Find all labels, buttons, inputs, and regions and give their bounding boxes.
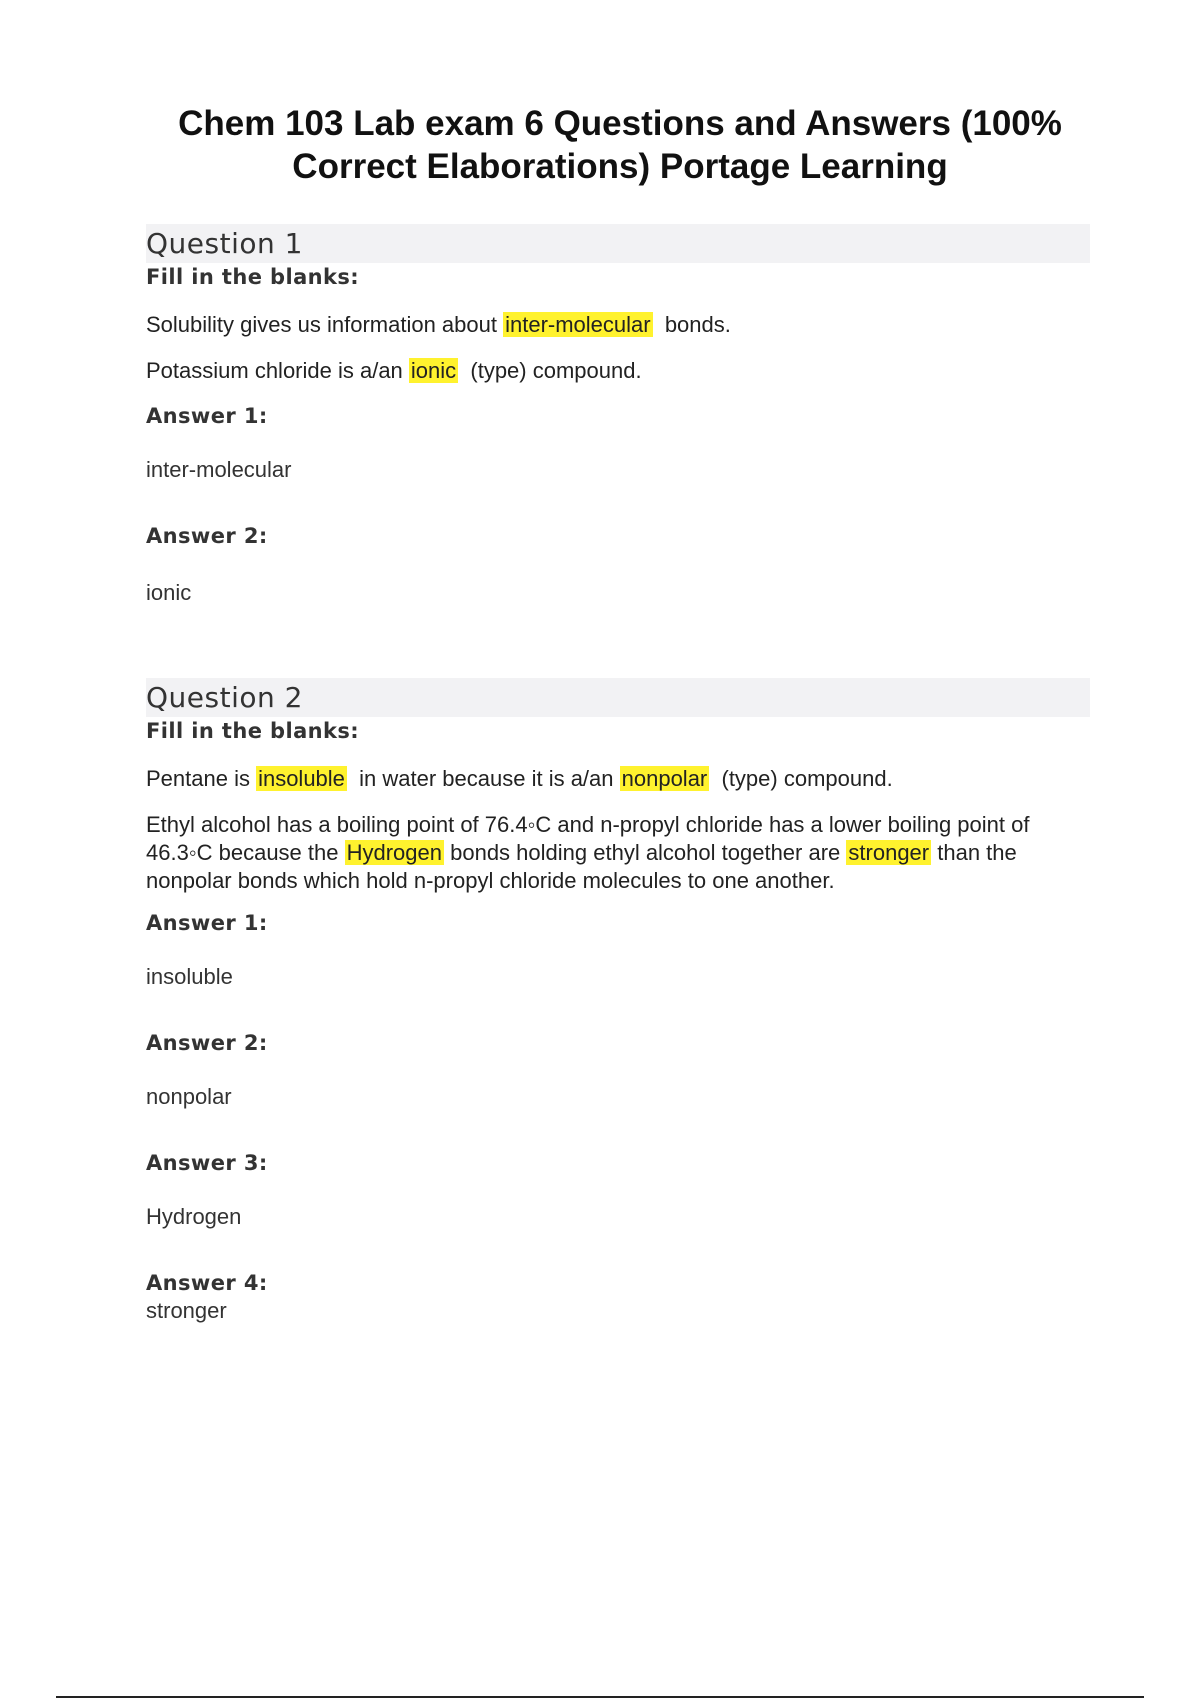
question-header: Question 2 (146, 678, 1090, 717)
sentence-text: (type) compound. (709, 766, 893, 791)
highlighted-blank: ionic (410, 358, 457, 383)
answer-value: inter-molecular (146, 457, 292, 482)
highlighted-blank: Hydrogen (346, 840, 442, 865)
answer-label: Answer 2: (146, 1031, 268, 1055)
sentence-text: Pentane is (146, 766, 257, 791)
sentence-text: (type) compound. (458, 358, 642, 383)
answer-value: insoluble (146, 964, 233, 989)
question-1 (146, 224, 1090, 607)
page-title (140, 102, 1100, 188)
sentence-text: Potassium chloride is a/an (146, 358, 409, 383)
sentence-text: Ethyl alcohol has a boiling point of 76.4◦C and n-propyl chloride has a lower boiling point of 46.3◦C because the (146, 812, 1030, 865)
answer-value: stronger (146, 1298, 227, 1323)
highlighted-blank: insoluble (258, 766, 345, 791)
footer-rule (56, 1696, 1144, 1698)
title-line-2: Correct Elaborations) Portage Learning (292, 147, 948, 186)
question-sentence (146, 311, 1090, 339)
answer-value: Hydrogen (146, 1204, 242, 1229)
answer-label: Answer 1: (146, 911, 268, 935)
question-sentence (146, 357, 1090, 385)
question-instruction: Fill in the blanks: (146, 265, 360, 289)
highlighted-blank: stronger (848, 840, 930, 865)
answer-label: Answer 1: (146, 404, 268, 428)
title-line-1: Chem 103 Lab exam 6 Questions and Answers (100% (178, 104, 1062, 143)
answer-label: Answer 4: (146, 1271, 268, 1295)
question-instruction: Fill in the blanks: (146, 719, 360, 743)
answer-label: Answer 3: (146, 1151, 268, 1175)
sentence-text: than the nonpolar bonds which hold n-propyl chloride molecules to one another. (146, 840, 1017, 893)
sentence-text: bonds holding ethyl alcohol together are (444, 840, 847, 865)
question-paragraph (146, 811, 1090, 895)
question-sentence (146, 765, 1090, 793)
answer-value: nonpolar (146, 1084, 232, 1109)
answer-label: Answer 2: (146, 524, 268, 548)
highlighted-blank: inter-molecular (505, 312, 651, 337)
question-2 (146, 678, 1090, 1325)
answer-value: ionic (146, 580, 192, 605)
sentence-text: Solubility gives us information about (146, 312, 504, 337)
question-header: Question 1 (146, 224, 1090, 263)
sentence-text: in water because it is a/an (346, 766, 620, 791)
sentence-text: bonds. (652, 312, 731, 337)
highlighted-blank: nonpolar (621, 766, 708, 791)
